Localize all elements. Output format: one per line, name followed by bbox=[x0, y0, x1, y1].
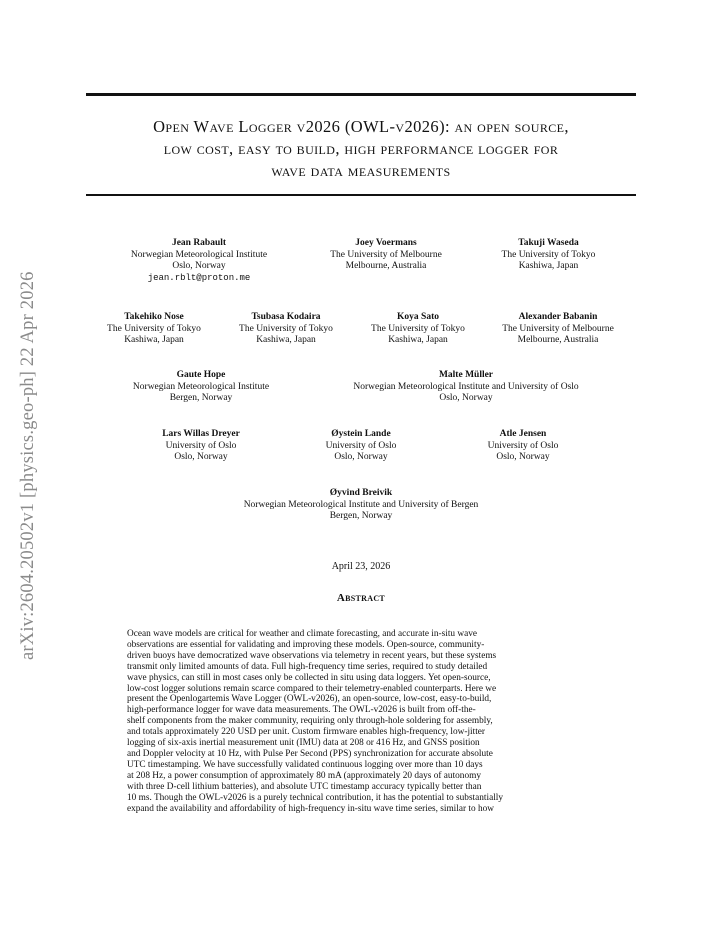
abstract-line: at 208 Hz, a power consumption of approximately 80 mA (approximately 20 days of autonomy bbox=[127, 770, 481, 781]
author-block bbox=[186, 488, 536, 523]
title-line: Open Wave Logger v2026 (OWL-v2026): an open source, bbox=[153, 117, 569, 136]
abstract-line: high-performance logger for wave data measurements. The OWL-v2026 is built from off-the- bbox=[127, 705, 476, 716]
author-location: Kashiwa, Japan bbox=[256, 335, 316, 345]
author-name: Koya Sato bbox=[397, 312, 439, 322]
abstract-line: 10 ms. Though the OWL-v2026 is a purely technical contribution, it has the potential to substantially bbox=[127, 792, 504, 803]
author-location: Kashiwa, Japan bbox=[124, 335, 184, 345]
author-affiliation: Norwegian Meteorological Institute and University of Bergen bbox=[243, 499, 479, 510]
author-affiliation: The University of Tokyo bbox=[239, 323, 333, 334]
author-affiliation: The University of Melbourne bbox=[502, 323, 614, 334]
author-block bbox=[458, 429, 588, 464]
author-location: Oslo, Norway bbox=[174, 452, 228, 462]
abstract-line: and totals approximately 220 USD per unit. Custom firmware enables high-frequency, low-jitter bbox=[127, 727, 486, 738]
author-block bbox=[86, 312, 222, 347]
title-line: wave data measurements bbox=[271, 161, 451, 180]
author-location: Kashiwa, Japan bbox=[518, 261, 579, 271]
author-affiliation: Norwegian Meteorological Institute and University of Oslo bbox=[353, 381, 579, 392]
author-block bbox=[471, 238, 626, 273]
author-block bbox=[94, 238, 304, 284]
author-block bbox=[296, 429, 426, 464]
abstract-line: Ocean wave models are critical for weather and climate forecasting, and accurate in-situ wave bbox=[127, 629, 478, 639]
abstract-line: UTC timestamping. We have successfully validated continuous logging over more than 10 days bbox=[127, 759, 483, 770]
abstract-line: present the Openlogartemis Wave Logger (OWL-v2026), an open-source, low-cost, easy-to-build, bbox=[127, 694, 492, 705]
author-affiliation: Norwegian Meteorological Institute bbox=[130, 249, 268, 260]
author-affiliation: University of Oslo bbox=[487, 440, 559, 451]
author-location: Bergen, Norway bbox=[329, 511, 393, 521]
author-location: Melbourne, Australia bbox=[345, 261, 427, 271]
abstract-line: transmit only limited amounts of data. Full high-frequency time series, required to study detailed bbox=[127, 661, 488, 672]
author-affiliation: The University of Tokyo bbox=[501, 249, 596, 260]
author-name: Øyvind Breivik bbox=[329, 488, 393, 498]
author-email[interactable]: jean.rblt@proton.me bbox=[147, 272, 251, 283]
author-name: Gaute Hope bbox=[176, 370, 226, 380]
author-affiliation: The University of Tokyo bbox=[371, 323, 465, 334]
author-name: Tsubasa Kodaira bbox=[251, 312, 321, 322]
abstract-line: observations are essential for validating and improving these models. Open-source, community- bbox=[127, 639, 485, 650]
author-block bbox=[296, 238, 476, 273]
author-name: Takuji Waseda bbox=[518, 238, 579, 248]
author-block bbox=[484, 312, 632, 347]
abstract-line: expand the availability and affordability of high-frequency in-situ wave time series, similar to how bbox=[127, 803, 494, 814]
abstract-line: low-cost logger solutions remain scarce compared to their telemetry-enabled counterparts. Here we bbox=[127, 683, 497, 694]
author-location: Oslo, Norway bbox=[172, 261, 226, 271]
author-name: Joey Voermans bbox=[355, 238, 417, 248]
author-block bbox=[106, 370, 296, 405]
author-affiliation: University of Oslo bbox=[325, 440, 397, 451]
abstract-line: and Doppler velocity at 10 Hz, with Pulse Per Second (PPS) synchronization for accurate absolute bbox=[127, 748, 493, 759]
author-location: Bergen, Norway bbox=[169, 393, 233, 403]
abstract-line: shelf components from the maker community, requiring only through-hole soldering for assembly, bbox=[127, 716, 493, 727]
publication-date: April 23, 2026 bbox=[331, 561, 391, 572]
author-location: Kashiwa, Japan bbox=[388, 335, 448, 345]
abstract-body bbox=[127, 629, 595, 814]
author-block bbox=[218, 312, 354, 347]
author-location: Oslo, Norway bbox=[439, 393, 493, 403]
author-affiliation: The University of Melbourne bbox=[330, 249, 442, 260]
author-block bbox=[311, 370, 621, 405]
author-location: Oslo, Norway bbox=[334, 452, 388, 462]
author-name: Atle Jensen bbox=[499, 429, 547, 439]
title-line: low cost, easy to build, high performance logger for bbox=[163, 139, 559, 158]
title-rule-bottom bbox=[86, 194, 636, 196]
author-name: Øystein Lande bbox=[331, 429, 391, 439]
author-block bbox=[350, 312, 486, 347]
author-affiliation: The University of Tokyo bbox=[107, 323, 201, 334]
author-affiliation: University of Oslo bbox=[165, 440, 237, 451]
abstract-line: driven buoys have democratized wave observations via telemetry in recent years, but these systems bbox=[127, 650, 497, 661]
author-name: Alexander Babanin bbox=[518, 312, 598, 322]
abstract-heading: Abstract bbox=[336, 592, 386, 604]
author-name: Jean Rabault bbox=[171, 238, 227, 248]
author-name: Takehiko Nose bbox=[124, 312, 184, 322]
author-name: Lars Willas Dreyer bbox=[162, 429, 240, 439]
abstract-line: logging of six-axis inertial measurement unit (IMU) data at 208 or 416 Hz, and GNSS position bbox=[127, 738, 480, 749]
arxiv-identifier-stamp: arXiv:2604.20502v1 [physics.geo-ph] 22 Apr 2026 bbox=[18, 271, 38, 660]
abstract-line: with three D-cell lithium batteries), and absolute UTC timestamp accuracy typically better than bbox=[127, 781, 482, 792]
author-location: Melbourne, Australia bbox=[517, 335, 599, 345]
author-location: Oslo, Norway bbox=[496, 452, 550, 462]
paper-title bbox=[86, 116, 636, 182]
author-affiliation: Norwegian Meteorological Institute bbox=[132, 381, 270, 392]
author-name: Malte Müller bbox=[438, 370, 494, 380]
author-block bbox=[136, 429, 266, 464]
title-rule-top bbox=[86, 93, 636, 96]
abstract-line: wave physics, can still in most cases only be collected in situ using data loggers. Yet open-source, bbox=[127, 672, 491, 683]
